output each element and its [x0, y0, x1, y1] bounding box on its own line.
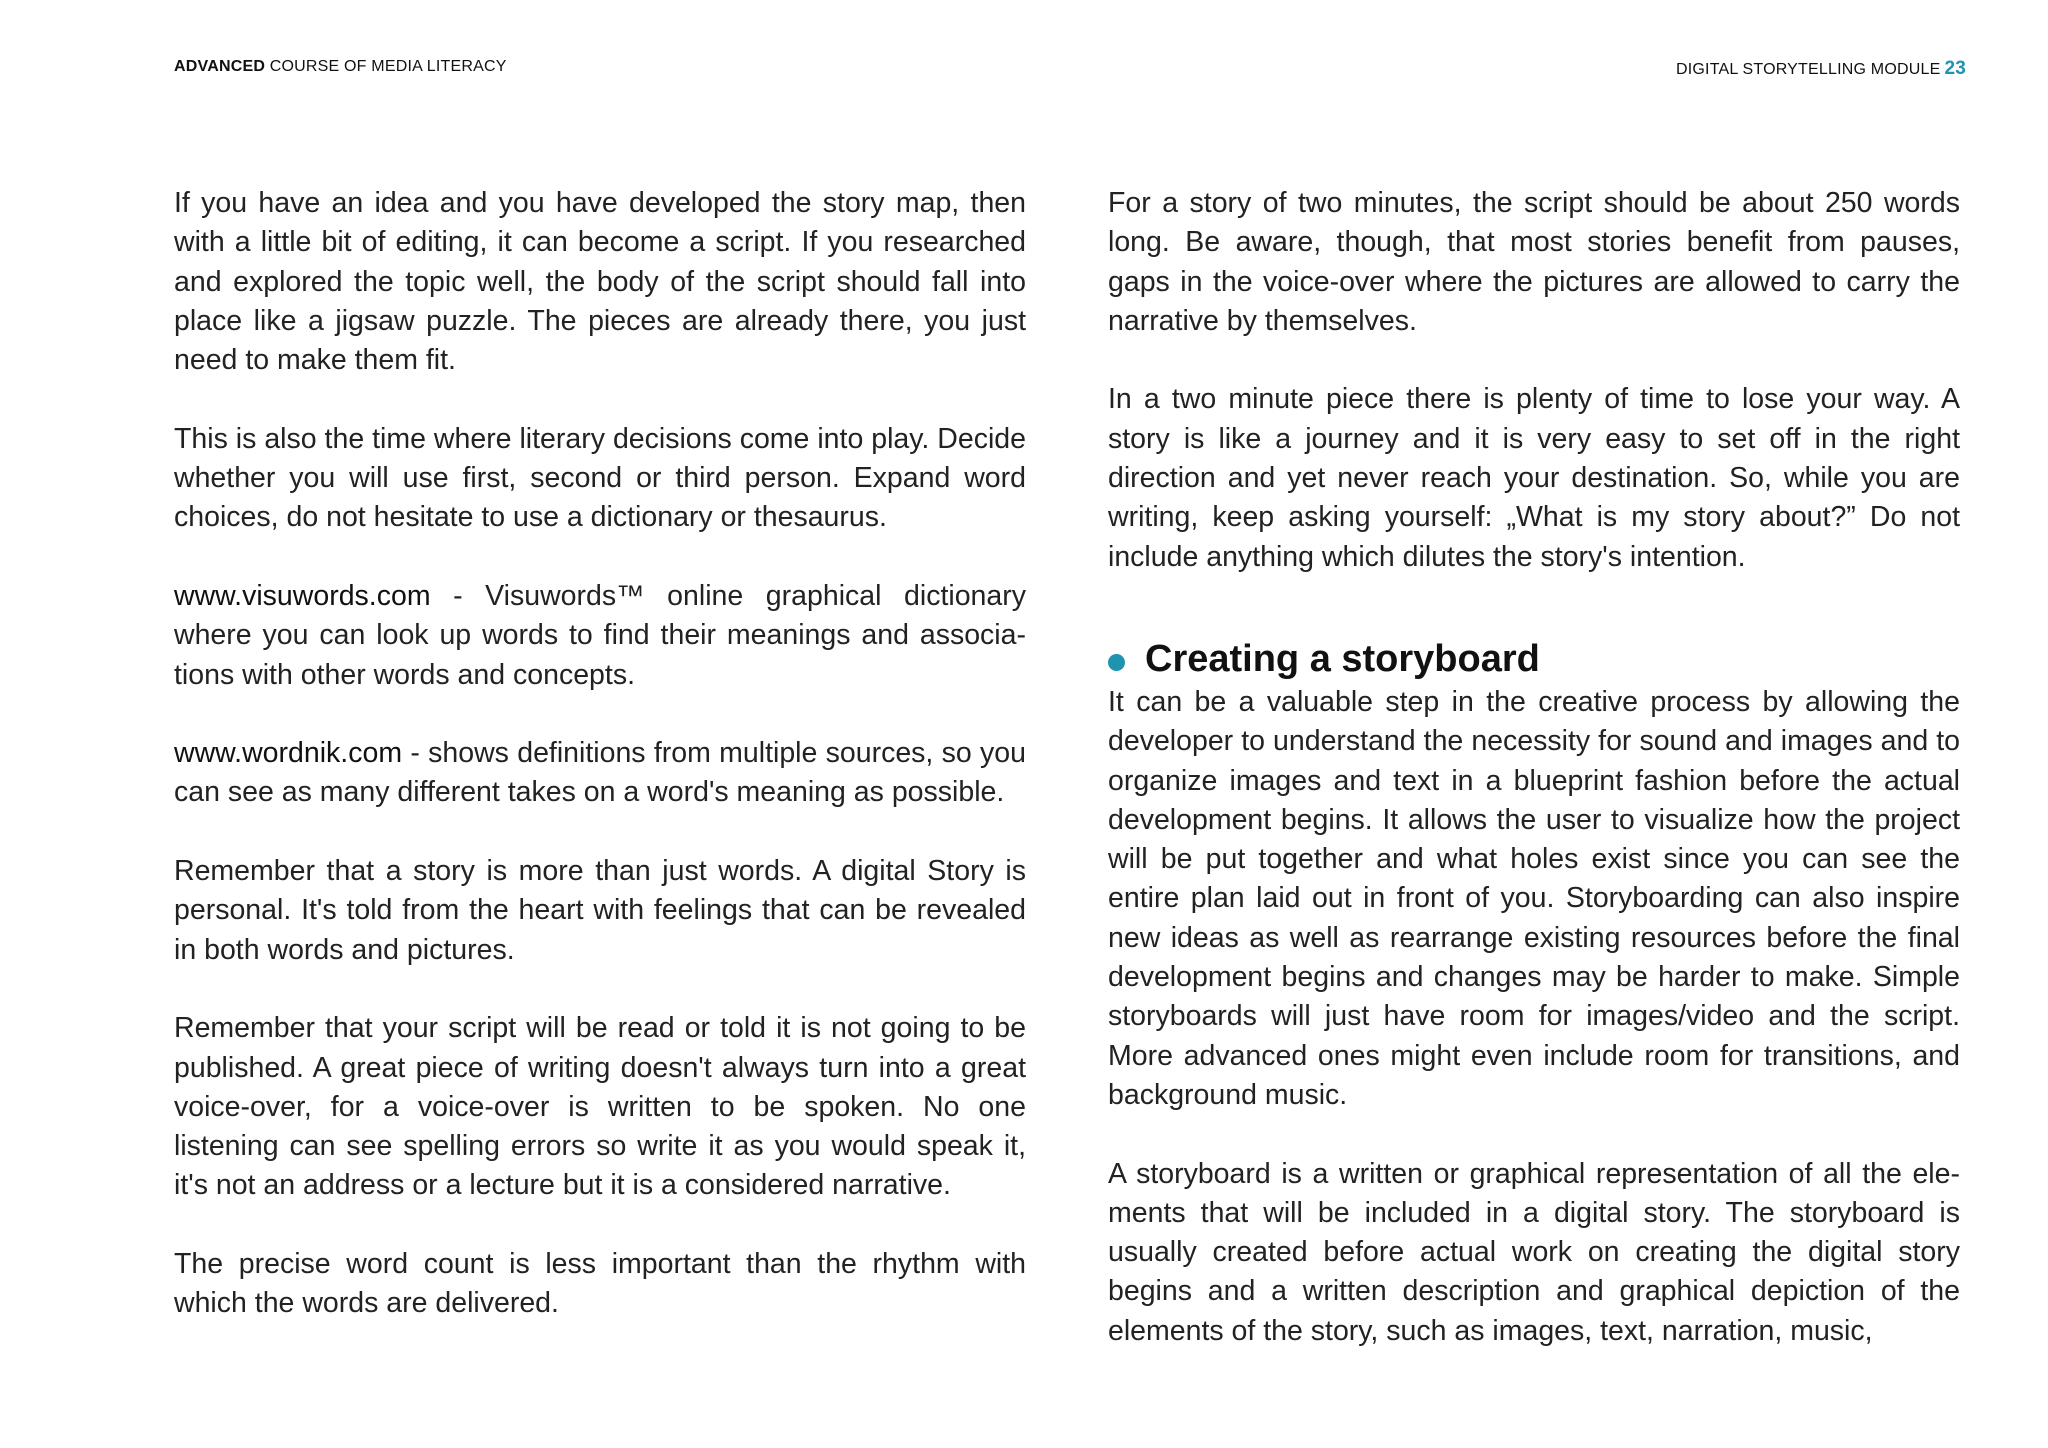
section-heading-storyboard	[1108, 637, 1960, 683]
paragraph-word-count: The precise word count is less important than the rhythm with which the words are delivered.	[174, 1248, 1026, 1320]
paragraph-visuwords	[174, 577, 1026, 695]
header-course-title-rest: COURSE OF MEDIA LITERACY	[265, 58, 507, 75]
header-course-title-bold: ADVANCED	[174, 58, 266, 75]
header-course-title	[174, 58, 507, 76]
header-module-name: DIGITAL STORYTELLING MODULE	[1676, 61, 1941, 78]
visuwords-link[interactable]: www.visuwords.com	[174, 579, 431, 612]
paragraph-wordnik	[174, 734, 1026, 813]
left-column	[174, 184, 1026, 1363]
wordnik-description: - shows definitions from multiple sources, so you can see as many different takes on a word's meaning as possible.	[174, 737, 1026, 809]
visuwords-description: - Visuwords™ online graphical dictionary where you can look up words to find their meanings and associations with other words and concepts.	[174, 579, 1026, 691]
page-number: 23	[1944, 58, 1966, 79]
right-column	[1108, 184, 1960, 1390]
paragraph-voice-over: Remember that your script will be read or told it is not going to be published. A great piece of writing doesn't always turn into a great voice-over, for a voice-over is written to be spoken. No one listening can see spelling errors so write it as you would speak it, it's not an address or a lecture but it is a considered narrative.	[174, 1012, 1026, 1202]
paragraph-storyboard-value: It can be a valuable step in the creative process by allowing the developer to understand the necessity for sound and images and to organize images and text in a blueprint fashion before the actual development begins. It allows the user to visualize how the project will be put together and what holes exist since you can see the entire plan laid out in front of you. Storyboarding can also inspire new ideas as well as rearrange existing resources before the final development begins and changes may be harder to make. Simple storyboards will just have room for images/video and the script. More advanced ones might even include room for transitions, and background music.	[1108, 685, 1960, 1111]
running-header	[174, 58, 1966, 82]
paragraph-more-than-words: Remember that a story is more than just words. A digital Story is personal. It's told from the heart with feelings that can be revealed in both words and pictures.	[174, 855, 1026, 966]
paragraph-storyboard-definition: A storyboard is a written or graphical representation of all the elements that will be included in a digital story. The storyboard is usually created before actual work on creating the digital story begins and a written description and graphical depiction of the elements of the story, such as images, text, narration, music,	[1108, 1157, 1960, 1347]
bullet-dot-icon	[1108, 654, 1125, 671]
section-title: Creating a storyboard	[1145, 638, 1540, 681]
header-module-title	[1676, 58, 1966, 80]
paragraph-story-map: If you have an idea and you have developed the story map, then with a little bit of editing, it can become a script. If you researched and explored the topic well, the body of the script should fall into place like a jigsaw puzzle. The pieces are already there, you just need to make them fit.	[174, 187, 1026, 377]
wordnik-link[interactable]: www.wordnik.com	[174, 737, 403, 770]
paragraph-two-minutes: For a story of two minutes, the script should be about 250 words long. Be aware, though, that most stories benefit from pauses, gaps in the voice-over where the pictures are allowed to carry the narrative by themselves.	[1108, 187, 1960, 337]
paragraph-literary-decisions: This is also the time where literary decisions come into play. Decide whether you will use first, second or third person. Expand word choices, do not hesitate to use a dictionary or thesaurus.	[174, 422, 1026, 534]
paragraph-journey: In a two minute piece there is plenty of time to lose your way. A story is like a journey and it is very easy to set off in the right direction and yet never reach your destination. So, while you are writing, keep asking yourself: „What is my story about?” Do not include anything which dilutes the story's intention.	[1108, 383, 1960, 573]
